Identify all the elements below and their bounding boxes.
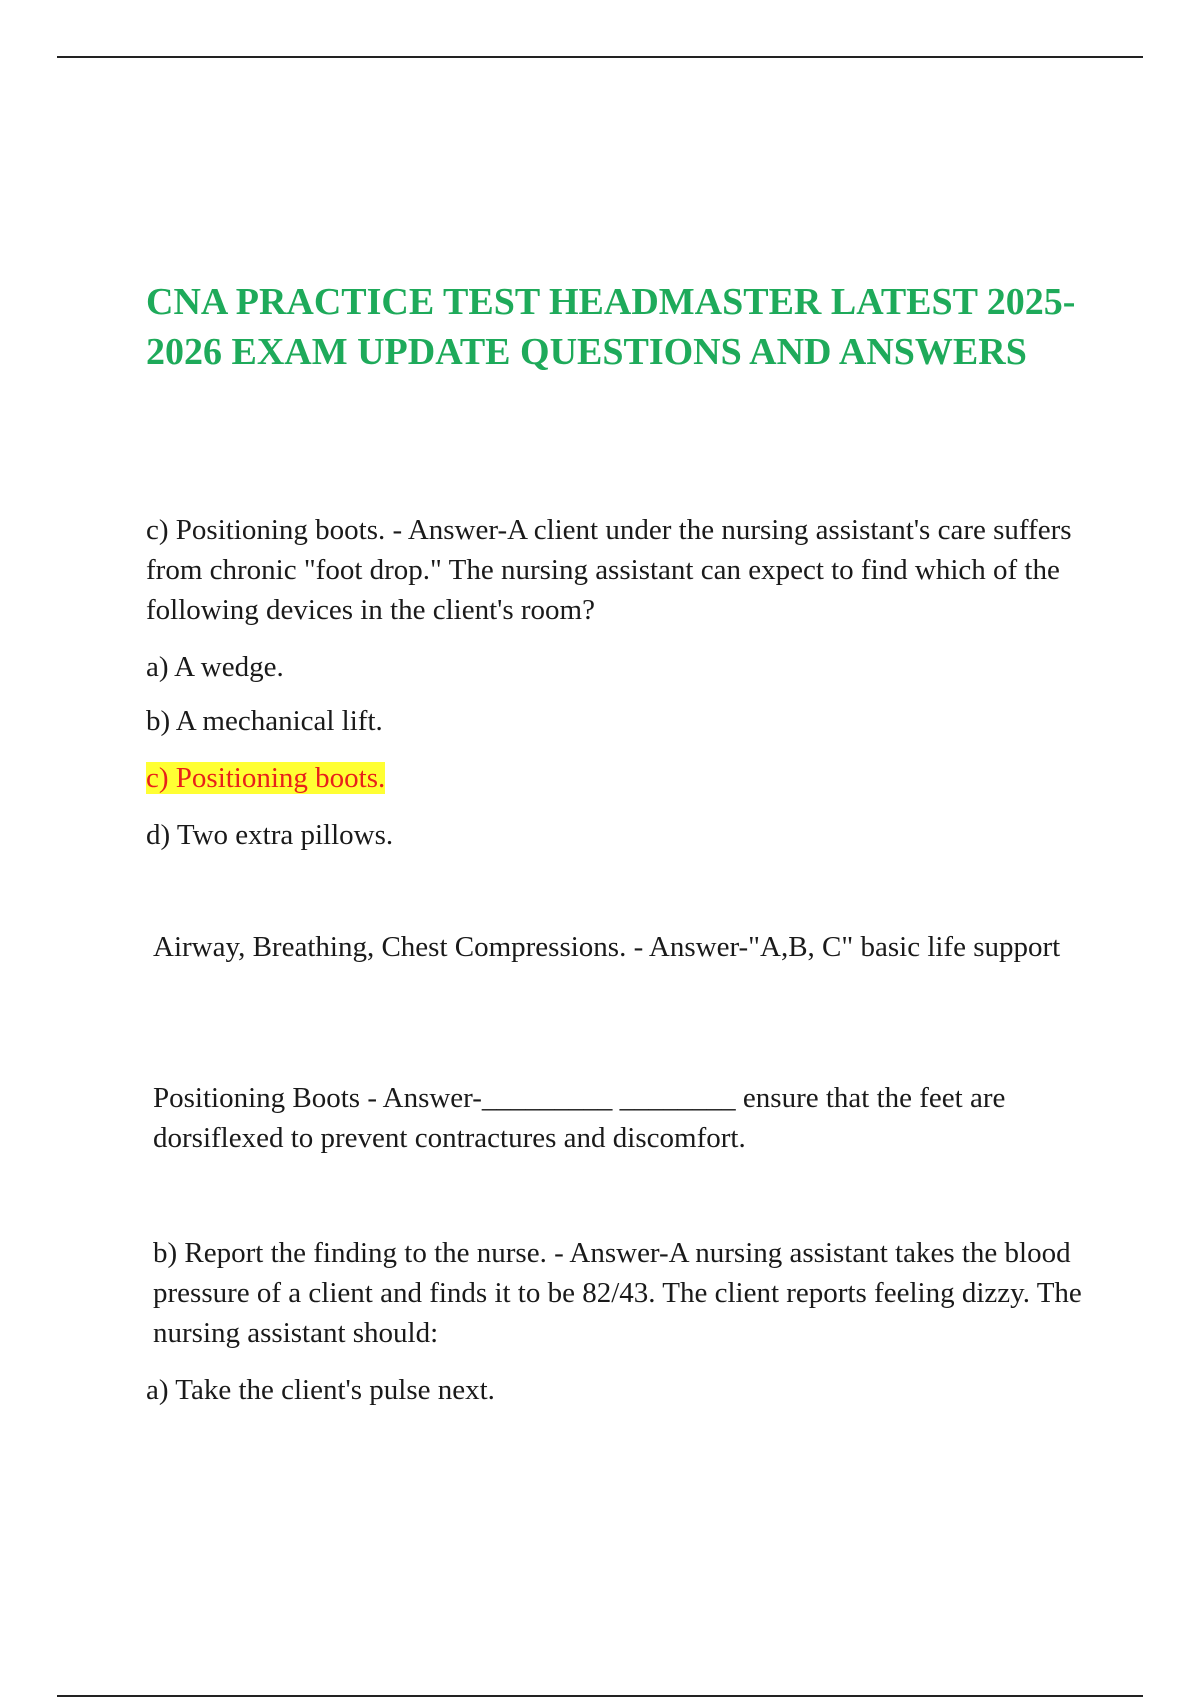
option-text: d) Two extra pillows.: [146, 819, 394, 851]
top-rule: [57, 56, 1143, 58]
option-text: b) A mechanical lift.: [146, 705, 383, 737]
question-1-option-c: [146, 758, 1096, 798]
option-text: a) A wedge.: [146, 651, 284, 683]
question-3: [146, 1078, 1096, 1158]
question-1-option-d: [146, 815, 1096, 855]
document-title: CNA PRACTICE TEST HEADMASTER LATEST 2025-2026 EXAM UPDATE QUESTIONS AND ANSWERS: [146, 281, 1076, 373]
question-4: [146, 1233, 1096, 1353]
question-1: [146, 510, 1096, 630]
question-1-option-a: [146, 647, 1096, 687]
question-2: [146, 927, 1096, 967]
question-4-option-a: [146, 1370, 1096, 1410]
question-1-text: c) Positioning boots. - Answer-A client under the nursing assistant's care suffers from chronic "foot drop." The nursing assistant can expect to find which of the following devices in the client's room?: [146, 514, 1072, 626]
highlighted-answer: c) Positioning boots.: [146, 762, 386, 794]
question-2-text: Airway, Breathing, Chest Compressions. - Answer-"A,B, C" basic life support: [153, 931, 1061, 963]
question-1-option-b: [146, 701, 1096, 741]
bottom-rule: [57, 1695, 1143, 1697]
option-text: a) Take the client's pulse next.: [146, 1374, 495, 1406]
question-3-text: Positioning Boots - Answer-_________ ________ ensure that the feet are dorsiflexed to prevent contractures and discomfort.: [153, 1082, 1006, 1154]
question-4-text: b) Report the finding to the nurse. - Answer-A nursing assistant takes the blood pressure of a client and finds it to be 82/43. The client reports feeling dizzy. The nursing assistant should:: [153, 1237, 1082, 1349]
